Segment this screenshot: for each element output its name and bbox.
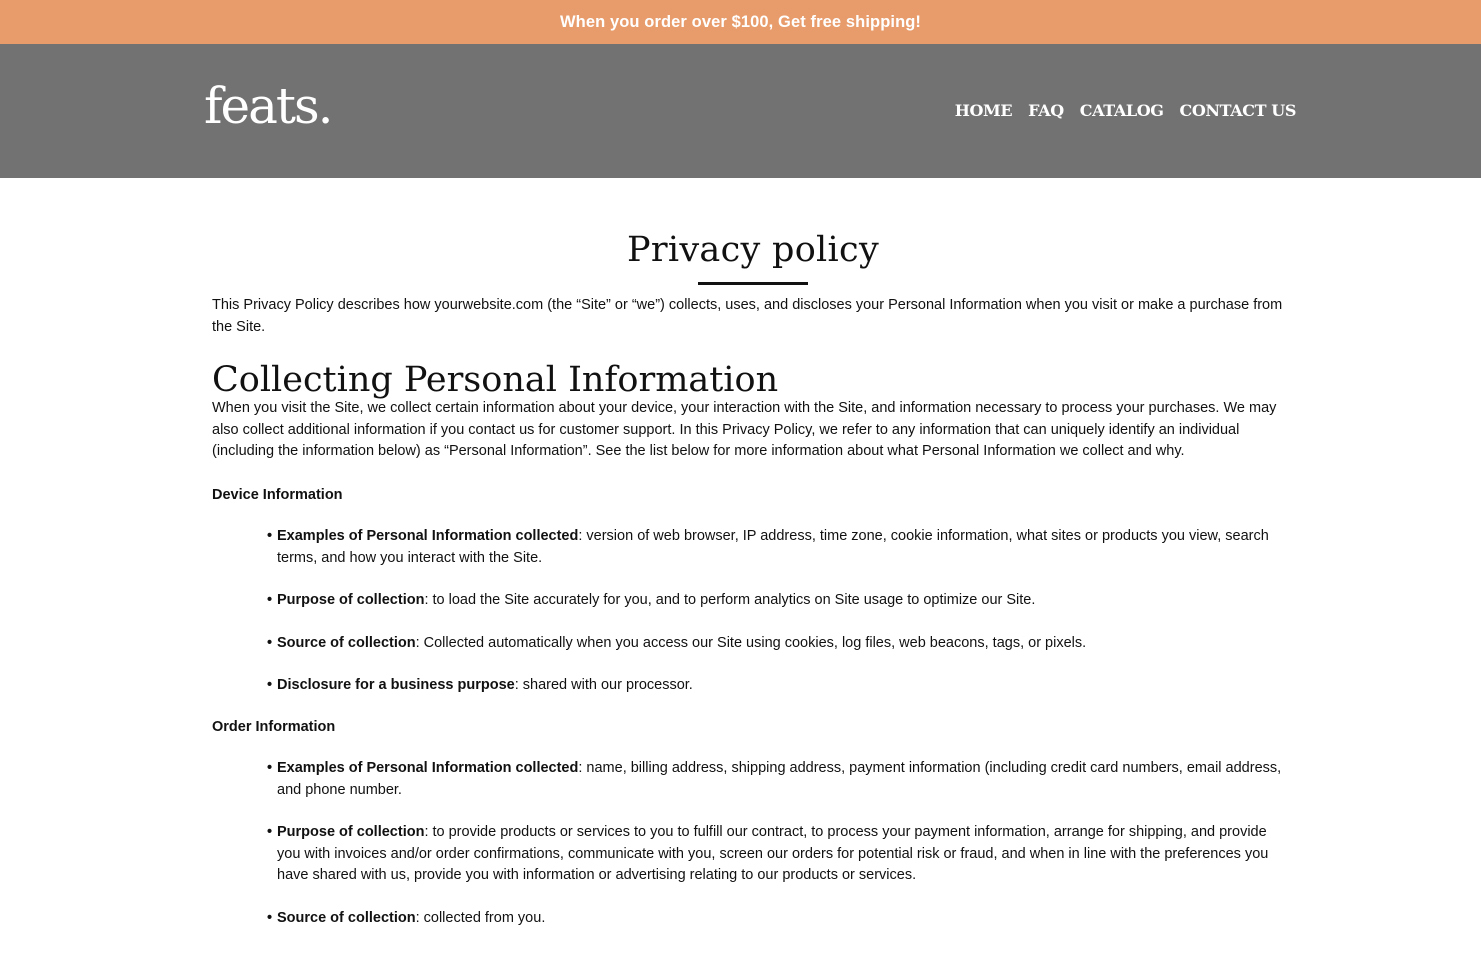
item-text: : to load the Site accurately for you, and to perform analytics on Site usage to optimize our Site. (424, 592, 1036, 608)
subheading-device-information: Device Information (212, 486, 343, 503)
site-header (0, 44, 1481, 178)
nav-contact-us[interactable]: CONTACT US (1179, 101, 1296, 120)
section-paragraph: When you visit the Site, we collect certain information about your device, your interaction with the Site, and information necessary to process your purchases. We may also collect additional information if you contact us for customer support. In this Privacy Policy, we refer to any information that can uniquely identify an individual (including the information below) as “Personal Information”. See the list below for more information about what Personal Information we collect and why. (212, 400, 1277, 459)
title-underline (698, 282, 808, 285)
item-label: Disclosure for a business purpose (277, 677, 515, 693)
item-text: : version of web browser, IP address, time zone, cookie information, what sites or products you view, search terms, and how you interact with the Site. (277, 528, 1269, 566)
promo-banner (0, 0, 1481, 44)
item-text: : name, billing address, shipping address, payment information (including credit card numbers, email address, and phone number. (277, 760, 1282, 798)
list-item (267, 590, 1294, 612)
section-title: Collecting Personal Information (212, 360, 779, 400)
list-item (267, 633, 1294, 655)
device-information-list (267, 526, 1294, 697)
bullet-icon: • (267, 824, 273, 840)
intro-paragraph: This Privacy Policy describes how yourwebsite.com (the “Site” or “we”) collects, uses, and discloses your Personal Information when you visit or make a purchase from the Site. (212, 297, 1283, 335)
list-item (267, 675, 1294, 697)
item-label: Examples of Personal Information collected (277, 528, 579, 544)
subheading-order-information: Order Information (212, 718, 336, 735)
bullet-icon: • (267, 909, 273, 926)
list-item (267, 526, 1294, 569)
list-item (267, 908, 1294, 930)
bullet-icon: • (267, 528, 273, 544)
promo-text: When you order over $100, Get free shipping! (559, 12, 922, 31)
item-text: : Collected automatically when you access our Site using cookies, log files, web beacons, tags, or pixels. (415, 634, 1087, 651)
item-text: : to provide products or services to you to fulfill our contract, to process your payment information, arrange for shipping, and provide you with invoices and/or order confirmations, communicate with you, screen our orders for potential risk or fraud, and when in line with the preferences you have shared with us, provide you with information or advertising relating to our products or services. (277, 824, 1269, 883)
bullet-icon: • (267, 634, 273, 651)
list-item (267, 822, 1294, 887)
page-title: Privacy policy (626, 230, 880, 270)
order-information-list (267, 758, 1294, 929)
list-item (267, 758, 1294, 801)
bullet-icon: • (267, 592, 273, 608)
nav-faq[interactable]: FAQ (1028, 101, 1064, 120)
main-nav (955, 101, 1296, 120)
item-label: Source of collection (277, 909, 416, 926)
main-content (212, 178, 1294, 950)
item-label: Examples of Personal Information collected (277, 760, 579, 776)
item-label: Purpose of collection (277, 592, 425, 608)
nav-home[interactable]: HOME (954, 101, 1013, 120)
item-text: : collected from you. (415, 909, 546, 926)
bullet-icon: • (267, 677, 273, 693)
site-logo[interactable]: feats. (204, 77, 332, 135)
item-label: Purpose of collection (277, 824, 425, 840)
nav-catalog[interactable]: CATALOG (1079, 101, 1164, 120)
bullet-icon: • (267, 760, 273, 776)
item-label: Source of collection (277, 634, 416, 651)
item-text: : shared with our processor. (514, 677, 693, 693)
